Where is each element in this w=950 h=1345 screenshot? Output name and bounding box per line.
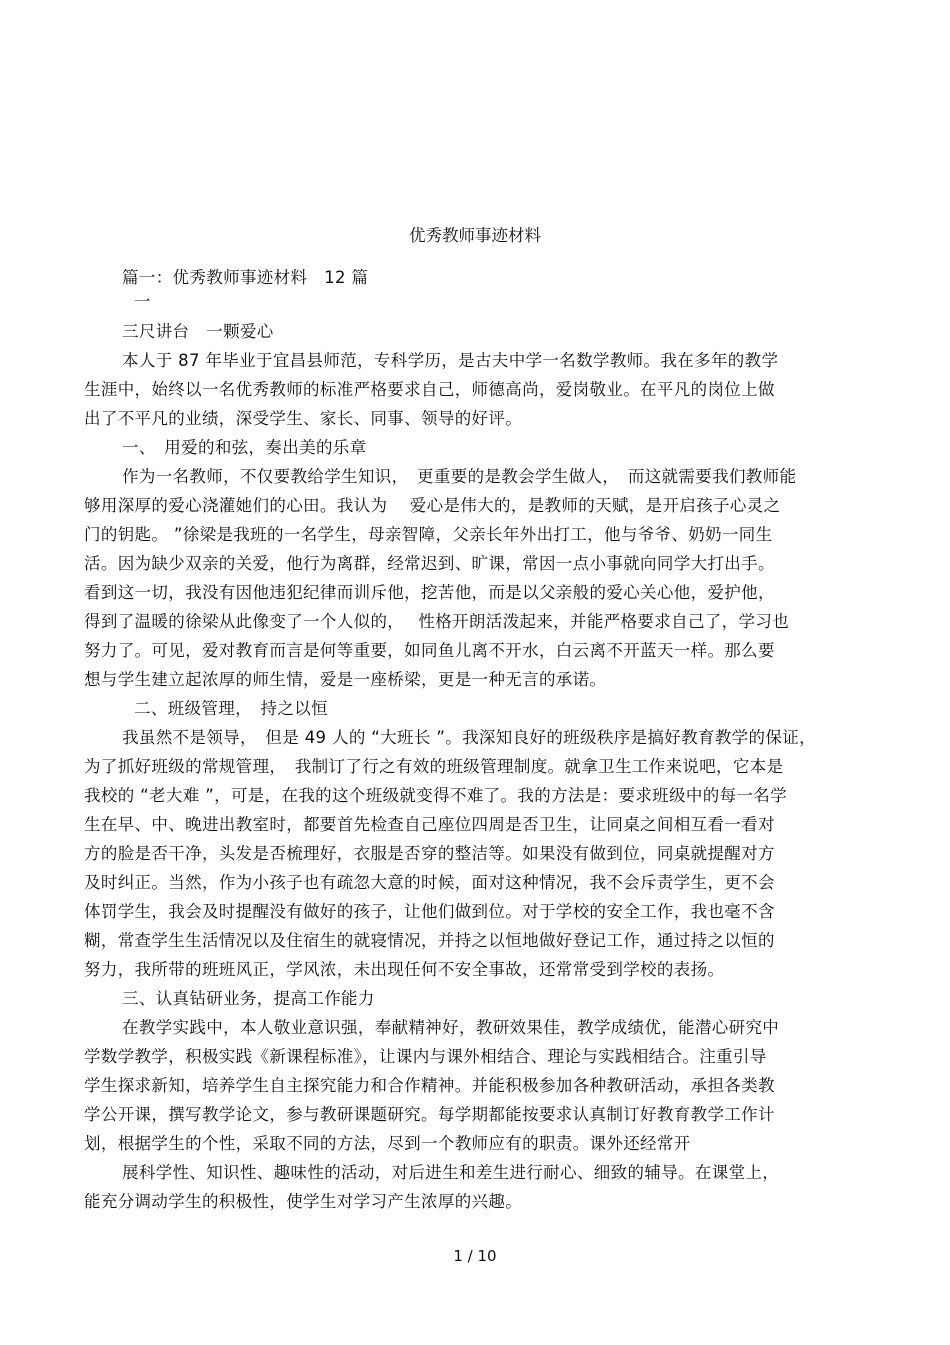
text-line: 生在早、中、晚进出教室时，都要首先检查自己座位四周是否卫生，让同桌之间相互看一看对 <box>84 815 775 834</box>
subsection-heading: 二、班级管理， 持之以恒 <box>134 699 328 718</box>
text-line: 想与学生建立起浓厚的师生情，爱是一座桥梁，更是一种无言的承诺。 <box>84 670 607 689</box>
text-line: 努力，我所带的班班风正，学风浓，未出现任何不安全事故，还常常受到学校的表扬。 <box>84 960 725 979</box>
text-line: 学数学教学，积极实践《新课程标准》，让课内与课外相结合、理论与实践相结合。注重引导 <box>84 1047 767 1066</box>
text-line: 及时纠正。当然，作为小孩子也有疏忽大意的时候，面对这种情况，我不会斥责学生，更不会 <box>84 873 775 892</box>
text-line: 看到这一切，我没有因他违犯纪律而训斥他，挖苦他，而是以父亲般的爱心关心他，爱护他， <box>84 583 775 602</box>
text-line: 生涯中，始终以一名优秀教师的标准严格要求自己，师德高尚，爱岗敬业。在平凡的岗位上做 <box>84 380 775 399</box>
text-line: 努力了。可见，爱对教育而言是何等重要，如同鱼儿离不开水，白云离不开蓝天一样。那么要 <box>84 641 775 660</box>
text-line: 活。因为缺少双亲的关爱，他行为离群，经常迟到、旷课，常因一点小事就向同学大打出手。 <box>84 554 775 573</box>
text-line: 展科学性、知识性、趣味性的活动，对后进生和差生进行耐心、细致的辅导。在课堂上， <box>122 1163 780 1182</box>
subsection-heading: 三、认真钻研业务，提高工作能力 <box>122 989 375 1008</box>
text-line: 作为一名教师，不仅要教给学生知识， 更重要的是教会学生做人， 而这就需要我们教师能 <box>122 467 797 486</box>
text-line: 糊，常查学生生活情况以及住宿生的就寝情况，并持之以恒地做好登记工作，通过持之以恒的 <box>84 931 775 950</box>
text-line: 体罚学生，我会及时提醒没有做好的孩子，让他们做到位。对于学校的安全工作，我也毫不含 <box>84 902 775 921</box>
subsection-heading: 三尺讲台 一颗爱心 <box>122 322 274 341</box>
text-line: 本人于 87 年毕业于宜昌县师范，专科学历，是古夫中学一名数学教师。我在多年的教学 <box>122 351 779 370</box>
text-line: 学生探求新知，培养学生自主探究能力和合作精神。并能积极参加各种教研活动，承担各类教 <box>84 1076 775 1095</box>
text-line: 一 <box>134 292 151 311</box>
text-line: 我校的 “老大难 ”，可是，在我的这个班级就变得不难了。我的方法是：要求班级中的每一名学 <box>84 786 787 805</box>
text-line: 门的钥匙。 ”徐梁是我班的一名学生，母亲智障，父亲长年外出打工，他与爷爷、奶奶一同生 <box>84 525 773 544</box>
page-number: 1 / 10 <box>453 1247 497 1265</box>
text-line: 能充分调动学生的积极性，使学生对学习产生浓厚的兴趣。 <box>84 1192 523 1211</box>
text-line: 方的脸是否干净，头发是否梳理好，衣服是否穿的整洁等。如果没有做到位，同桌就提醒对方 <box>84 844 775 863</box>
text-line: 我虽然不是领导， 但是 49 人的 “大班长 ”。我深知良好的班级秩序是搞好教育教学的保证， <box>122 728 816 747</box>
text-line: 在教学实践中，本人敬业意识强，奉献精神好，教研效果佳，教学成绩优，能潜心研究中 <box>122 1018 780 1037</box>
text-line: 学公开课，撰写教学论文，参与教研课题研究。每学期都能按要求认真制订好教育教学工作计 <box>84 1105 775 1124</box>
text-line: 出了不平凡的业绩，深受学生、家长、同事、领导的好评。 <box>84 409 523 428</box>
subsection-heading: 一、 用爱的和弦，奏出美的乐章 <box>122 438 367 457</box>
text-line: 划，根据学生的个性，采取不同的方法，尽到一个教师应有的职责。课外还经常开 <box>84 1134 691 1153</box>
section-heading: 篇一：优秀教师事迹材料 12 篇 <box>122 268 369 287</box>
text-line: 为了抓好班级的常规管理， 我制订了行之有效的班级管理制度。就拿卫生工作来说吧，它本是 <box>84 757 784 776</box>
text-line: 够用深厚的爱心浇灌她们的心田。我认为 爱心是伟大的，是教师的天赋，是开启孩子心灵之 <box>84 496 781 515</box>
text-line: 得到了温暖的徐梁从此像变了一个人似的， 性格开朗活泼起来，并能严格要求自己了，学习也 <box>84 612 790 631</box>
document-title: 优秀教师事迹材料 <box>409 226 541 245</box>
